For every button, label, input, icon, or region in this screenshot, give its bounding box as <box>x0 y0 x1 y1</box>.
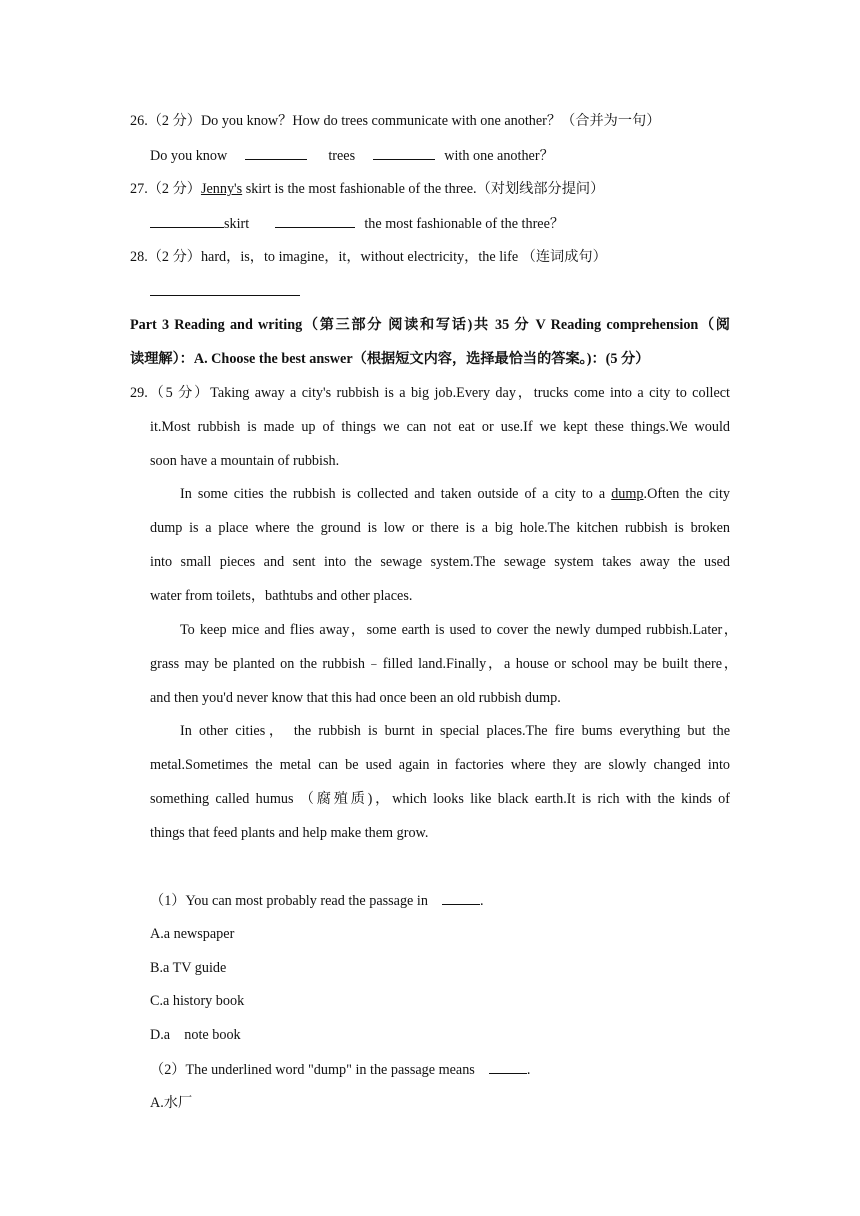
q29-p4-line1: In other cities， the rubbish is burnt in special places.The fire bums everything but the <box>180 723 730 739</box>
q29-p3-line3: and then you'd never know that this had once been an old rubbish dump. <box>150 690 561 706</box>
q27-blank-1[interactable] <box>150 213 224 228</box>
sub2-blank[interactable] <box>489 1059 527 1074</box>
q29-p3-line1: To keep mice and flies away，some earth is used to cover the newly dumped rubbish.Later， <box>180 622 738 638</box>
q29-p2-text-end: .Often the city <box>643 486 730 502</box>
q29-p4-line2: metal.Sometimes the metal can be used again in factories where they are slowly changed into <box>150 757 730 773</box>
q29-p1-line1: 29.（5 分）Taking away a city's rubbish is a big job.Every day，trucks come into a city to collect <box>130 385 730 401</box>
sub2-question-text: （2）The underlined word "dump" in the passage means <box>150 1062 475 1078</box>
q28-blank[interactable] <box>150 281 300 296</box>
sub1-option-c[interactable]: C.a history book <box>150 993 245 1009</box>
q26-blank-1[interactable] <box>245 145 307 160</box>
sub1-option-a[interactable]: A.a newspaper <box>150 926 235 942</box>
q29-p4-line3: something called humus （腐殖质)，which looks like black earth.It is rich with the kinds of <box>150 791 730 807</box>
q29-p2-line3: into small pieces and sent into the sewage system.The sewage system takes away the used <box>150 554 730 570</box>
sub1-option-b[interactable]: B.a TV guide <box>150 960 227 976</box>
q27-underlined-word: Jenny's <box>200 181 243 197</box>
q29-p2-line2: dump is a place where the ground is low or there is a big hole.The kitchen rubbish is broken <box>150 520 730 536</box>
q26-question: 26.（2 分）Do you know？How do trees communicate with one another？（合并为一句） <box>130 113 661 129</box>
sub2-question <box>150 1059 530 1080</box>
q26-text-post: with one another？ <box>444 148 554 164</box>
sub2-period: . <box>526 1062 531 1078</box>
q27-prefix: 27.（2 分） <box>130 181 201 197</box>
q26-answer-line <box>150 145 554 166</box>
q27-rest: skirt is the most fashionable of the three.（对划线部分提问） <box>242 181 605 197</box>
q29-p4-line4: things that feed plants and help make them grow. <box>150 825 429 841</box>
part3-heading-line2: 读理解）：A. Choose the best answer（根据短文内容，选择最恰当的答案。)：(5 分） <box>130 351 650 367</box>
sub1-blank[interactable] <box>442 890 480 905</box>
sub1-period: . <box>479 893 484 909</box>
part3-heading-line1: Part 3 Reading and writing（第三部分 阅读和写话)共 35 分 V Reading comprehension（阅 <box>130 317 730 333</box>
q26-blank-2[interactable] <box>373 145 435 160</box>
q26-text-pre: Do you know <box>150 148 228 164</box>
q29-p3-line2: grass may be planted on the rubbish﹣filled land.Finally，a house or school may be built there， <box>150 656 738 672</box>
q29-p2-line1 <box>180 484 730 504</box>
q28-question: 28.（2 分）hard，is，to imagine，it，without electricity，the life （连词成句） <box>130 249 607 265</box>
q28-answer-line <box>150 281 300 302</box>
q27-question <box>130 179 604 199</box>
sub1-option-d[interactable]: D.a note book <box>150 1027 241 1043</box>
q27-blank-2[interactable] <box>275 213 355 228</box>
sub1-question-text: （1）You can most probably read the passage in <box>150 893 428 909</box>
q29-p1-line3: soon have a mountain of rubbish. <box>150 453 340 469</box>
q27-answer-line <box>150 213 564 234</box>
q29-underlined-dump: dump <box>611 486 644 502</box>
sub2-option-a[interactable]: A.水厂 <box>150 1095 193 1111</box>
sub1-question <box>150 890 483 911</box>
q29-p2-text: In some cities the rubbish is collected and taken outside of a city to a <box>180 486 612 502</box>
q29-p1-line2: it.Most rubbish is made up of things we can not eat or use.If we kept these things.We would <box>150 419 730 435</box>
q29-p2-line4: water from toilets，bathtubs and other places. <box>150 588 413 604</box>
q27-text-post: the most fashionable of the three？ <box>364 216 565 232</box>
q27-text-mid: skirt <box>224 216 250 232</box>
q26-text-mid: trees <box>328 148 356 164</box>
